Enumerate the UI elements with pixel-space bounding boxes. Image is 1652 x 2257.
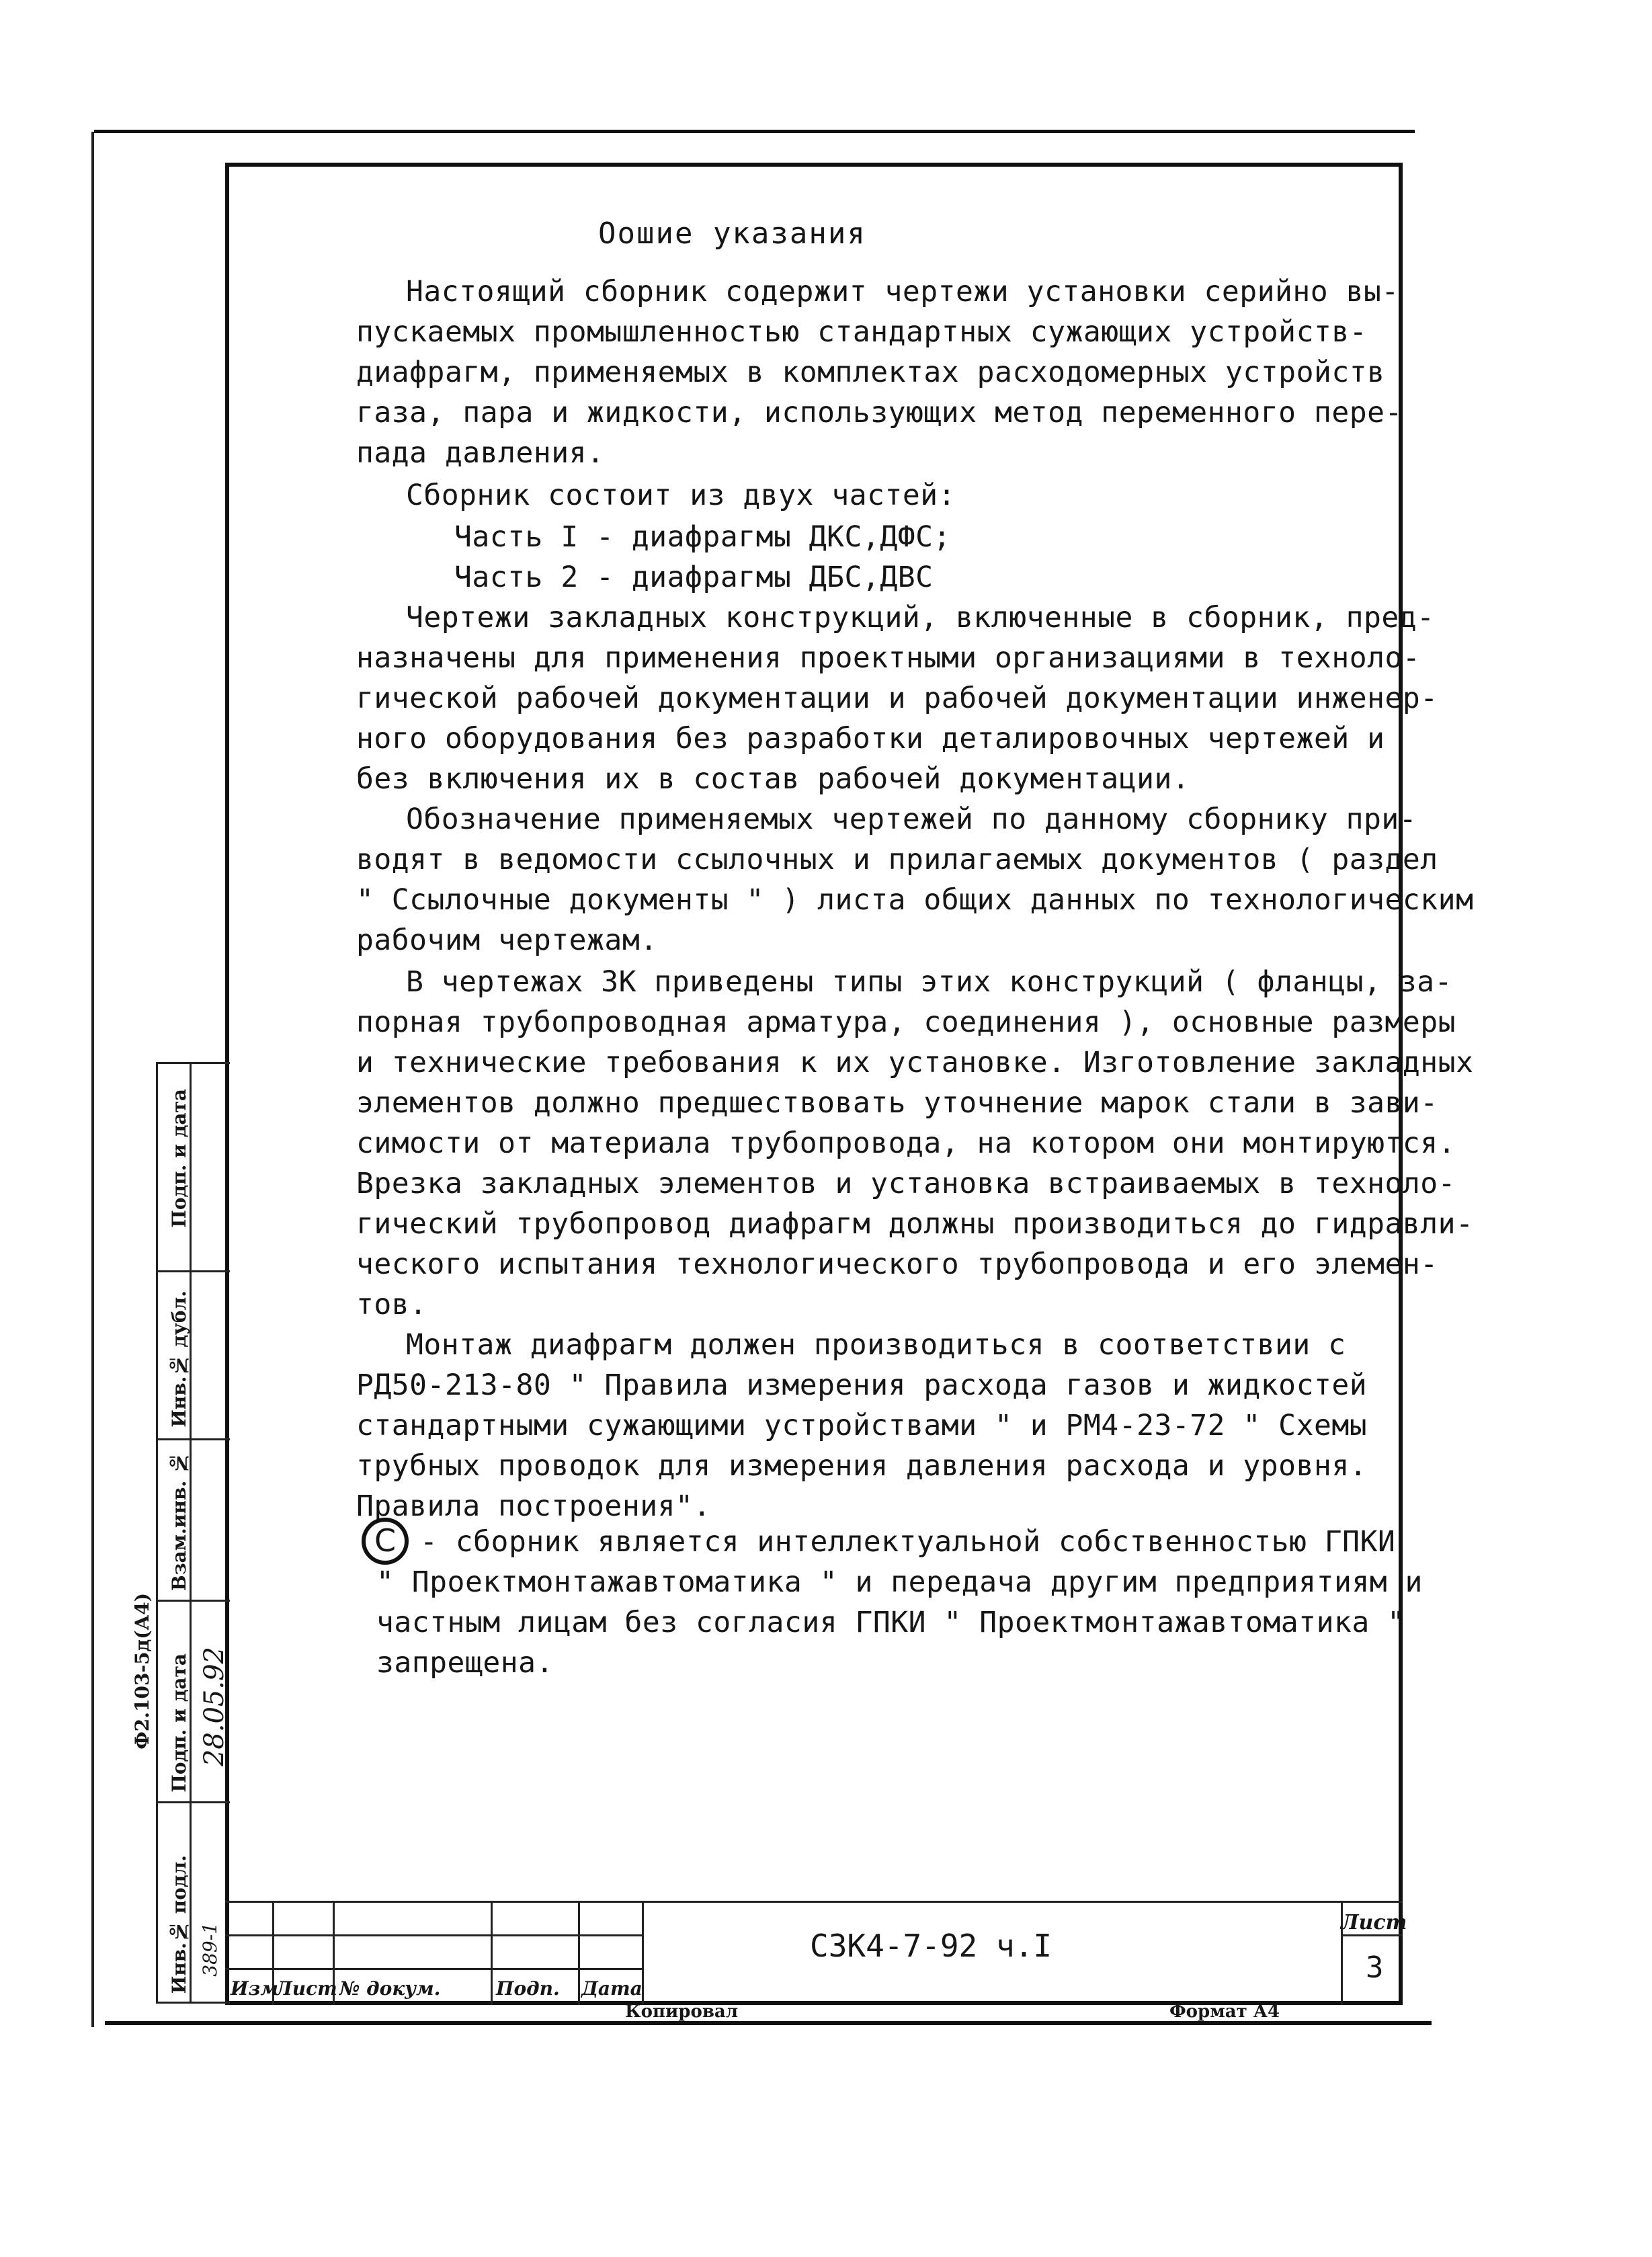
text-line: Обозначение применяемых чертежей по данному сборнику при- [406,803,1417,836]
text-line: элементов должно предшествовать уточнение марок стали в зави- [356,1086,1438,1120]
text-line: Настоящий сборник содержит чертежи установки серийно вы- [406,275,1399,309]
text-line: Чертежи закладных конструкций, включенные в сборник, пред- [406,601,1435,634]
text-line: Монтаж диафрагм должен производиться в соответствии с [406,1328,1346,1362]
document-code: СЗК4-7-92 ч.I [810,1928,1052,1964]
sheet-outer-border-top [94,130,1415,133]
text-line: диафрагм, применяемых в комплектах расходомерных устройств [356,356,1385,389]
tb-header-change: Изм [231,1977,278,2000]
copyright-icon: C [362,1518,409,1565]
text-line: ного оборудования без разработки деталировочных чертежей и [356,722,1385,755]
text-line: тов. [356,1288,427,1321]
copied-label: Копировал [625,2002,739,2022]
stamp-inv-number: 389-1 [199,1922,221,1977]
format-label: Формат А4 [1169,2002,1280,2022]
text-line: Сборник состоит из двух частей: [406,479,956,512]
text-line: пускаемых промышленностью стандартных сужающих устройств- [356,315,1368,349]
stamp-label-replace-inv: Взам.инв. № [168,1452,190,1591]
stamp-form-code: Ф2.103-5д(А4) [131,1593,153,1750]
text-line: В чертежах ЗК приведены типы этих конструкций ( фланцы, за- [406,965,1452,999]
text-line: симости от материала трубопровода, на котором они монтируются. [356,1126,1456,1160]
text-line: гический трубопровод диафрагм должны производиться до гидравли- [356,1207,1474,1241]
text-line: Часть I - диафрагмы ДКС,ДФС; [454,520,951,554]
stamp-label-sign-date: Подп. и дата [168,1089,190,1228]
stamp-label-orig-inv: Инв.№ подл. [168,1855,190,1994]
stamp-label-sign-date-2: Подп. и дата [168,1653,190,1793]
text-line: стандартными сужающими устройствами " и РМ4-23-72 " Схемы [356,1409,1368,1442]
text-line: частным лицам без согласия ГПКИ " Проектмонтажавтоматика " [376,1606,1405,1639]
text-line: газа, пара и жидкости, использующих метод переменного пере- [356,396,1403,429]
text-line: " Ссылочные документы " ) листа общих данных по технологическим [356,883,1474,917]
text-line: Часть 2 - диафрагмы ДБС,ДВС [454,561,934,594]
text-line: порная трубопроводная арматура, соединения ), основные размеры [356,1006,1456,1039]
text-line: запрещена. [376,1646,554,1680]
text-line: назначены для применения проектными организациями в техноло- [356,641,1421,675]
tb-header-sheet: Лист [276,1977,337,2000]
tb-header-doc-number: № докум. [339,1977,441,2000]
text-line: РД50-213-80 " Правила измерения расхода газов и жидкостей [356,1368,1368,1402]
tb-header-date: Дата [581,1977,643,2000]
sheet-outer-border-left [91,132,94,2027]
tb-header-signature: Подп. [496,1977,560,2000]
text-line: трубных проводок для измерения давления расхода и уровня. [356,1449,1368,1483]
sheet-number: 3 [1366,1951,1384,1985]
text-line: и технические требования к их установке. Изготовление закладных [356,1046,1474,1079]
text-line: пада давления. [356,436,605,470]
stamp-handwritten-date: 28.05.92 [199,1647,230,1767]
text-line: - сборник является интеллектуальной собственностью ГПКИ [420,1525,1396,1559]
text-line: Правила построения". [356,1489,711,1523]
page-title: Оошие указания [598,216,866,251]
text-line: без включения их в состав рабочей документации. [356,762,1190,796]
side-stamp-cells [156,1062,230,2002]
text-line: гической рабочей документации и рабочей документации инженер- [356,682,1438,715]
stamp-label-dup-inv: Инв.№ дубл. [168,1290,190,1428]
text-line: ческого испытания технологического трубопровода и его элемен- [356,1247,1438,1281]
text-line: водят в ведомости ссылочных и прилагаемых документов ( раздел [356,843,1438,876]
text-line: " Проектмонтажавтоматика " и передача другим предприятиям и [376,1565,1423,1599]
sheet-label: Лист [1341,1911,1407,1934]
text-line: рабочим чертежам. [356,924,658,957]
text-line: Врезка закладных элементов и установка встраиваемых в техноло- [356,1167,1456,1200]
